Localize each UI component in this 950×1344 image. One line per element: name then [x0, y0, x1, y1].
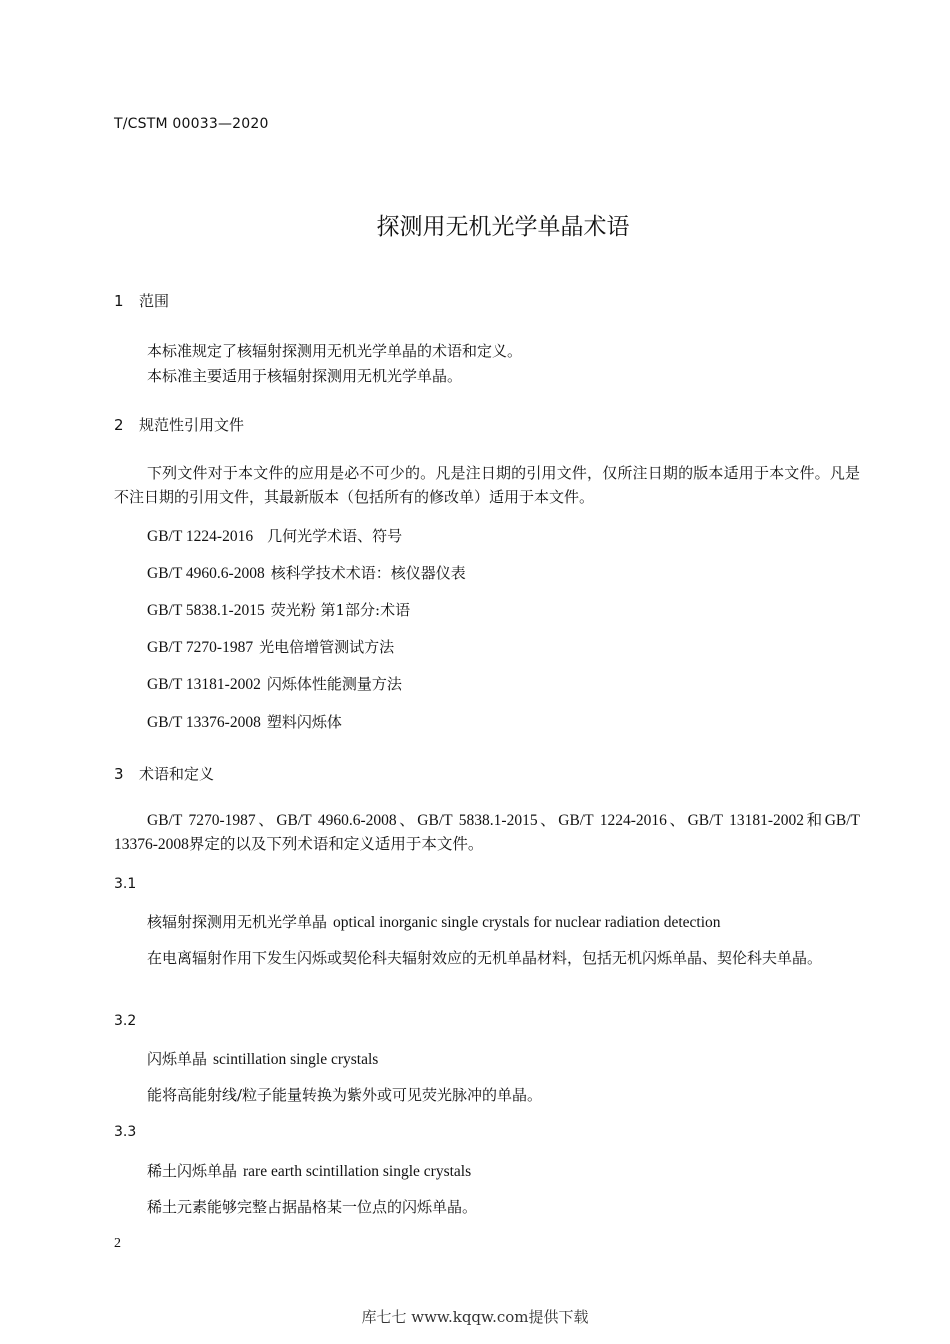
reference-item — [147, 673, 402, 694]
term-entry — [147, 1160, 471, 1181]
clause-number: 3.1 — [114, 876, 137, 892]
reference-code: GB/T 4960.6-2008 — [147, 565, 265, 582]
reference-title: 光电倍增管测试方法 — [259, 638, 395, 656]
clause-number: 3.2 — [114, 1013, 137, 1029]
section-number: 1 — [114, 292, 124, 310]
reference-title: 核科学技术术语：核仪器仪表 — [270, 564, 466, 582]
reference-title: 闪烁体性能测量方法 — [266, 675, 402, 693]
clause-number: 3.3 — [114, 1124, 137, 1140]
reference-item — [147, 599, 410, 620]
reference-code: GB/T 1224-2016 — [147, 528, 254, 545]
terms-intro: GB/T 7270-1987、GB/T 4960.6-2008、GB/T 5838.1-2015、GB/T 1224-2016、GB/T 13181-2002和GB/T 13376-2008界定的以及下列术语和定义适用于本文件。 — [114, 812, 860, 853]
reference-item — [147, 562, 466, 583]
term-chinese: 闪烁单晶 — [147, 1050, 208, 1068]
standard-code: T/CSTM 00033—2020 — [114, 116, 269, 132]
section-3-heading — [114, 763, 214, 784]
term-english: rare earth scintillation single crystals — [243, 1163, 472, 1180]
section-number: 2 — [114, 416, 124, 434]
reference-item — [147, 636, 394, 657]
reference-item — [147, 711, 342, 732]
term-chinese: 核辐射探测用无机光学单晶 — [147, 913, 328, 931]
term-english: scintillation single crystals — [213, 1051, 379, 1068]
term-english: optical inorganic single crystals for nuclear radiation detection — [333, 914, 721, 931]
section-title: 规范性引用文件 — [139, 416, 245, 434]
document-title: 探测用无机光学单晶术语 — [376, 214, 630, 240]
reference-code: GB/T 13376-2008 — [147, 714, 261, 731]
reference-code: GB/T 7270-1987 — [147, 639, 254, 656]
section-title: 术语和定义 — [139, 765, 215, 783]
reference-title: 荧光粉 第1部分:术语 — [270, 601, 411, 619]
section-1-heading — [114, 290, 169, 311]
references-intro: 下列文件对于本文件的应用是必不可少的。凡是注日期的引用文件，仅所注日期的版本适用于本文件。凡是不注日期的引用文件，其最新版本（包括所有的修改单）适用于本文件。 — [114, 464, 860, 506]
term-chinese: 稀土闪烁单晶 — [147, 1162, 238, 1180]
scope-paragraph: 本标准主要适用于核辐射探测用无机光学单晶。 — [147, 367, 463, 385]
section-2-heading — [114, 414, 244, 435]
reference-code: GB/T 13181-2002 — [147, 676, 261, 693]
scope-paragraph: 本标准规定了核辐射探测用无机光学单晶的术语和定义。 — [147, 342, 523, 360]
reference-code: GB/T 5838.1-2015 — [147, 602, 265, 619]
reference-item — [147, 525, 402, 546]
page-number: 2 — [114, 1236, 121, 1251]
section-number: 3 — [114, 765, 124, 783]
term-definition: 能将高能射线/粒子能量转换为紫外或可见荧光脉冲的单晶。 — [147, 1086, 543, 1104]
term-definition: 在电离辐射作用下发生闪烁或契伦科夫辐射效应的无机单晶材料，包括无机闪烁单晶、契伦科夫单晶。 — [147, 949, 823, 967]
reference-title: 几何光学术语、符号 — [267, 527, 403, 545]
term-entry — [147, 1048, 378, 1069]
term-definition: 稀土元素能够完整占据晶格某一位点的闪烁单晶。 — [147, 1198, 478, 1216]
download-footer: 库七七 www.kqqw.com提供下载 — [361, 1308, 589, 1326]
reference-title: 塑料闪烁体 — [266, 713, 342, 731]
section-title: 范围 — [139, 292, 170, 310]
term-entry — [147, 911, 721, 932]
